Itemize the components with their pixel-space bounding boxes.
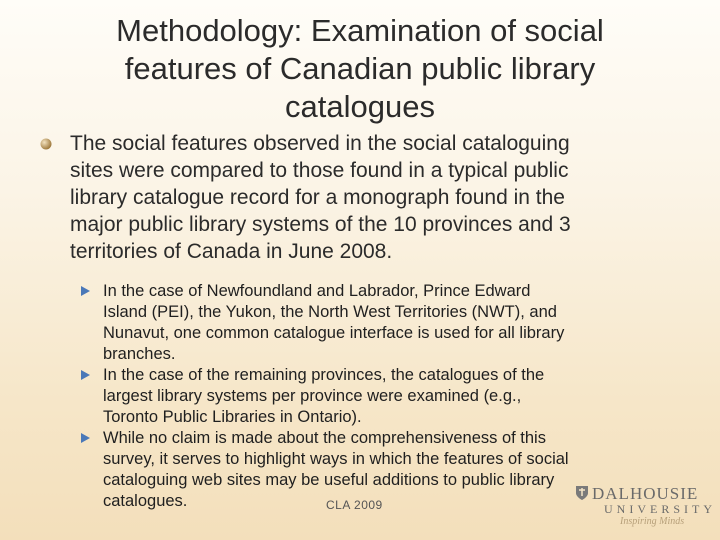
sub-bullet-item (78, 281, 678, 365)
title-line: catalogues (285, 89, 435, 124)
text-line: Nunavut, one common catalogue interface is used for all library (103, 324, 565, 342)
text-line: branches. (103, 345, 176, 363)
sub-bullet-item (78, 365, 678, 428)
crest-icon (574, 484, 590, 502)
text-line: Toronto Public Libraries in Ontario). (103, 408, 362, 426)
text-line: largest library systems per province were examined (e.g., (103, 387, 522, 405)
text-line: survey, it serves to highlight ways in which the features of social (103, 450, 569, 468)
university-logo (574, 480, 714, 530)
title-line: features of Canadian public library (124, 51, 596, 86)
text-line: library catalogue record for a monograph found in the (70, 186, 565, 209)
slide-title (40, 12, 680, 126)
text-line: While no claim is made about the comprehensiveness of this (103, 429, 546, 447)
sub-bullet-text (103, 281, 678, 365)
arrow-bullet-icon (78, 368, 92, 382)
text-line: territories of Canada in June 2008. (70, 240, 393, 263)
text-line: In the case of the remaining provinces, the catalogues of the (103, 366, 545, 384)
footer-text: CLA 2009 (326, 498, 383, 512)
arrow-bullet-icon (78, 284, 92, 298)
sub-bullet-text (103, 365, 678, 428)
title-line: Methodology: Examination of social (116, 13, 604, 48)
logo-tagline: Inspiring Minds (620, 516, 685, 527)
text-line: cataloguing web sites may be useful additions to public library (103, 471, 555, 489)
text-line: Island (PEI), the Yukon, the North West Territories (NWT), and (103, 303, 557, 321)
main-bullet-text (70, 130, 660, 265)
logo-subtitle: UNIVERSITY (604, 502, 716, 516)
sub-bullet-list (78, 281, 678, 512)
text-line: major public library systems of the 10 provinces and 3 (70, 213, 571, 236)
text-line: In the case of Newfoundland and Labrador, Prince Edward (103, 282, 531, 300)
text-line: The social features observed in the social cataloguing (70, 132, 570, 155)
text-line: catalogues. (103, 492, 188, 510)
logo-name: DALHOUSIE (592, 484, 699, 503)
text-line: sites were compared to those found in a typical public (70, 159, 569, 182)
sphere-bullet-icon (40, 138, 52, 150)
arrow-bullet-icon (78, 431, 92, 445)
